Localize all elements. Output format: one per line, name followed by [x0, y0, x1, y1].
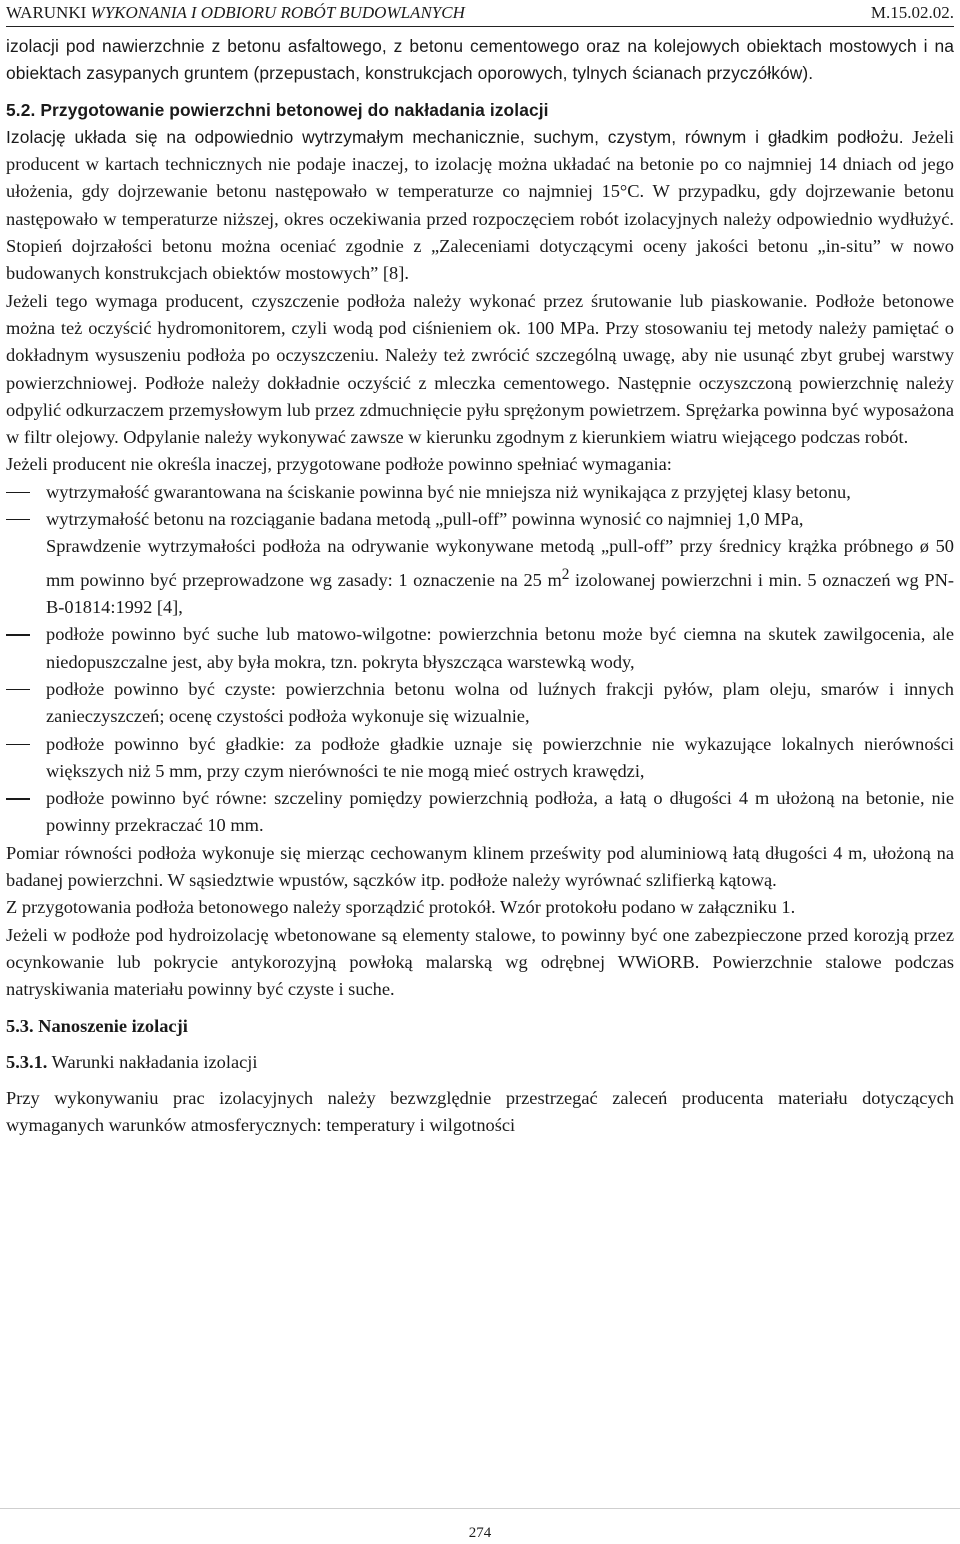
pull-off-test-text-end: izolowanej powierzchni i min. 5 oznaczeń wg PN-B-01814:1992 [4], [46, 569, 954, 618]
paragraph-curing-time: Jeżeli producent w kartach technicznych nie podaje inaczej, to izolację można układać na betonie po co najmniej 14 dniach od jego ułożenia, gdy dojrzewanie betonu następowało w temperaturze co najmniej 15 [6, 126, 954, 202]
section-heading-5-3: 5.3. Nanoszenie izolacji [6, 1015, 188, 1036]
pull-off-test-text: Sprawdzenie wytrzymałości podłoża na odrywanie wykonywane metodą „pull-off” przy średnicy krążka próbnego ø 50 mm powinno być przeprowadzone wg zasady: 1 oznaczenie na 25 m [46, 536, 954, 590]
header-title-caps: WARUNKI [6, 3, 91, 22]
pull-off-test-note [6, 533, 954, 621]
paragraph-steel-elements: Jeżeli w podłoże pod hydroizolację wbetonowane są elementy stalowe, to powinny być one zabezpieczone przed korozją przez ocynkowanie lub pokrycie antykorozyjną powłoką malarską wg odrębnej WWiORB. Powierzchnie stalowe podczas natryskiwania materiału powinny być czyste i suche. [6, 924, 954, 1000]
paragraph-surface-condition: Izolację układa się na odpowiednio wytrzymałym mechanicznie, suchym, czystym, równym i gładkim podłożu. [6, 126, 904, 147]
paragraph-protocol: Z przygotowania podłoża betonowego należy sporządzić protokół. Wzór protokołu podano w załączniku 1. [6, 897, 796, 918]
list-item: podłoże powinno być suche lub matowo-wilgotne: powierzchnia betonu może być ciemna na skutek zawilgocenia, ale niedopuszczalne jest, aby była mokra, tzn. pokryta błyszcząca warstewką wody, [6, 621, 954, 676]
footer-divider [0, 1508, 960, 1509]
list-item: podłoże powinno być gładkie: za podłoże gładkie uznaje się powierzchnie nie wykazujące lokalnych nierówności większych niż 5 mm, przy czym nierówności te nie mogą mieć ostrych krawędzi, [6, 731, 954, 786]
paragraph-intro: izolacji pod nawierzchnie z betonu asfaltowego, z betonu cementowego oraz na kolejowych obiektach mostowych i na obiektach zasypanych gruntem (przepustach, konstrukcjach oporowych, tylnych ścianach przyczółków). [6, 36, 954, 84]
requirements-list [6, 479, 954, 534]
page-number: 274 [468, 1525, 492, 1541]
paragraph-surface-preparation [6, 124, 954, 288]
paragraph-requirements-intro: Jeżeli producent nie określa inaczej, przygotowane podłoże powinno spełniać wymagania: [6, 454, 672, 475]
list-item: wytrzymałość gwarantowana na ściskanie powinna być nie mniejsza niż wynikająca z przyjętej klasy betonu, [6, 479, 954, 506]
header-title [6, 0, 465, 26]
list-item: podłoże powinno być równe: szczeliny pomiędzy powierzchnią podłoża, a łatą o długości 4 m ułożoną na betonie, nie powinny przekraczać 10 mm. [6, 785, 954, 840]
subsection-title: Warunki nakładania izolacji [47, 1051, 258, 1072]
superscript-exponent: 2 [561, 565, 570, 583]
running-header [6, 0, 954, 27]
paragraph-flatness-measurement: Pomiar równości podłoża wykonuje się mierząc cechowanym klinem prześwity pod aluminiową łatą długości 4 m, ułożoną na badanej powierzchni. W sąsiedztwie wpustów, sączków itp. podłoże należy wyrównać szlifierką kątową. [6, 842, 954, 891]
paragraph-curing-temperature: °C. W przypadku, gdy dojrzewanie betonu następowało w temperaturze niższej, okres oczekiwania przed rozpoczęciem robót izolacyjnych należy odpowiednio wydłużyć. Stopień dojrzałości betonu można oceniać zgodnie z „Zaleceniami dotyczącymi oceny jakości betonu „in-situ” w nowo budowanych konstrukcjach obiektów mostowych” [8]. [6, 181, 954, 284]
requirements-list-continued [6, 621, 954, 839]
specification-code: M.15.02.02. [870, 3, 954, 22]
subsection-number: 5.3.1. [6, 1051, 48, 1072]
list-item: wytrzymałość betonu na rozciąganie badana metodą „pull-off” powinna wynosić co najmniej 1,0 MPa, [6, 506, 954, 533]
paragraph-cleaning: Jeżeli tego wymaga producent, czyszczenie podłoża należy wykonać przez śrutowanie lub piaskowanie. Podłoże betonowe można też oczyścić hydromonitorem, czyli wodą pod ciśnieniem ok. 100 MPa. Przy stosowaniu tej metody należy pamiętać o dokładnym wysuszeniu podłoża po oczyszczeniu. Należy też zwrócić szczególną uwagę, aby nie usunąć zbyt grubej warstwy powierzchniowej. Podłoże należy dokładnie oczyścić z mleczka cementowego. Następnie oczyszczoną powierzchnię należy odpylić odkurzaczem przemysłowym lub przez zdmuchnięcie pyłu sprężonym powietrzem. Sprężarka powinna być wyposażona w filtr olejowy. Odpylanie należy wykonywać zawsze w kierunku zgodnym z kierunkiem wiatru wiejącego podczas robót. [6, 290, 954, 448]
paragraph-application-conditions: Przy wykonywaniu prac izolacyjnych należy bezwzględnie przestrzegać zaleceń producenta materiału dotyczących wymaganych warunków atmosferycznych: temperatury i wilgotności [6, 1088, 954, 1136]
document-body [6, 33, 954, 1140]
section-heading-5-2: 5.2. Przygotowanie powierzchni betonowej do nakładania izolacji [6, 99, 549, 120]
list-item: podłoże powinno być czyste: powierzchnia betonu wolna od luźnych frakcji pyłów, plam oleju, smarów i innych zanieczyszczeń; ocenę czystości podłoża wykonuje się wizualnie, [6, 676, 954, 731]
subsection-heading-5-3-1 [6, 1049, 954, 1076]
header-title-italic: WYKONANIA I ODBIORU ROBÓT BUDOWLANYCH [90, 3, 465, 22]
